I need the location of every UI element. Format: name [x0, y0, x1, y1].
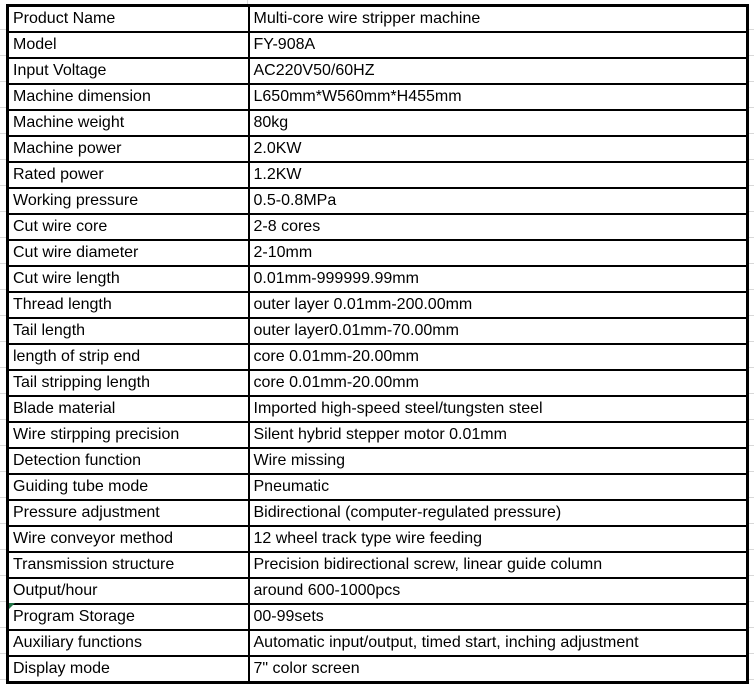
table-row	[8, 32, 748, 58]
spec-label-cell[interactable]: Auxiliary functions	[8, 630, 249, 656]
spec-value-cell[interactable]: 12 wheel track type wire feeding	[249, 526, 748, 552]
table-row	[8, 474, 748, 500]
spec-label-cell[interactable]: Cut wire core	[8, 214, 249, 240]
spec-value-cell[interactable]: FY-908A	[249, 32, 748, 58]
spec-label-cell[interactable]: Tail stripping length	[8, 370, 249, 396]
spec-label-cell[interactable]: Machine weight	[8, 110, 249, 136]
cell-error-indicator-icon	[9, 603, 15, 609]
spec-label-cell[interactable]: Model	[8, 32, 249, 58]
table-row	[8, 344, 748, 370]
table-row	[8, 656, 748, 683]
table-row	[8, 448, 748, 474]
table-row	[8, 266, 748, 292]
spec-value-cell[interactable]: outer layer 0.01mm-200.00mm	[249, 292, 748, 318]
spec-value-cell[interactable]: Automatic input/output, timed start, inching adjustment	[249, 630, 748, 656]
table-row	[8, 110, 748, 136]
spec-value-cell[interactable]: Silent hybrid stepper motor 0.01mm	[249, 422, 748, 448]
spec-value-cell[interactable]: 1.2KW	[249, 162, 748, 188]
spec-label-cell[interactable]: Thread length	[8, 292, 249, 318]
spec-value-cell[interactable]: core 0.01mm-20.00mm	[249, 370, 748, 396]
table-row	[8, 240, 748, 266]
spec-value-cell[interactable]: 80kg	[249, 110, 748, 136]
table-row	[8, 136, 748, 162]
spec-value-cell[interactable]: Multi-core wire stripper machine	[249, 6, 748, 33]
spec-value-cell[interactable]: around 600-1000pcs	[249, 578, 748, 604]
spec-value-cell[interactable]: 7" color screen	[249, 656, 748, 683]
table-row	[8, 396, 748, 422]
spec-value-cell[interactable]: AC220V50/60HZ	[249, 58, 748, 84]
spec-label-cell[interactable]: Product Name	[8, 6, 249, 33]
spec-value-cell[interactable]: 0.01mm-999999.99mm	[249, 266, 748, 292]
spec-value-cell[interactable]: Precision bidirectional screw, linear guide column	[249, 552, 748, 578]
spec-label-cell[interactable]: Transmission structure	[8, 552, 249, 578]
table-row	[8, 630, 748, 656]
table-row	[8, 84, 748, 110]
spec-label-cell[interactable]: Tail length	[8, 318, 249, 344]
spec-value-cell[interactable]: Bidirectional (computer-regulated pressure)	[249, 500, 748, 526]
table-row	[8, 162, 748, 188]
spec-table	[6, 4, 749, 684]
spec-label-cell[interactable]: length of strip end	[8, 344, 249, 370]
table-row	[8, 578, 748, 604]
table-row	[8, 552, 748, 578]
spec-value-cell[interactable]: 00-99sets	[249, 604, 748, 630]
spec-value-cell[interactable]: 2-8 cores	[249, 214, 748, 240]
spec-label-cell[interactable]: Cut wire length	[8, 266, 249, 292]
spec-value-cell[interactable]: 2-10mm	[249, 240, 748, 266]
spec-label-cell[interactable]: Wire conveyor method	[8, 526, 249, 552]
spec-value-cell[interactable]: Pneumatic	[249, 474, 748, 500]
spec-label-cell[interactable]: Machine dimension	[8, 84, 249, 110]
spec-label-cell[interactable]: Working pressure	[8, 188, 249, 214]
spec-label-cell[interactable]: Guiding tube mode	[8, 474, 249, 500]
spec-value-cell[interactable]: Imported high-speed steel/tungsten steel	[249, 396, 748, 422]
table-row	[8, 292, 748, 318]
table-row	[8, 526, 748, 552]
spec-label-cell[interactable]: Detection function	[8, 448, 249, 474]
spec-label-cell[interactable]: Program Storage	[8, 604, 249, 630]
spec-value-cell[interactable]: 2.0KW	[249, 136, 748, 162]
spec-label-cell[interactable]: Pressure adjustment	[8, 500, 249, 526]
spec-label-cell[interactable]: Input Voltage	[8, 58, 249, 84]
spec-value-cell[interactable]: core 0.01mm-20.00mm	[249, 344, 748, 370]
table-row	[8, 58, 748, 84]
spec-label-cell[interactable]: Display mode	[8, 656, 249, 683]
table-row	[8, 422, 748, 448]
table-row	[8, 214, 748, 240]
spec-value-cell[interactable]: L650mm*W560mm*H455mm	[249, 84, 748, 110]
table-row	[8, 6, 748, 33]
table-row	[8, 500, 748, 526]
spec-label-cell[interactable]: Blade material	[8, 396, 249, 422]
table-row	[8, 318, 748, 344]
spec-label-cell[interactable]: Rated power	[8, 162, 249, 188]
table-row	[8, 604, 748, 630]
table-row	[8, 188, 748, 214]
spec-value-cell[interactable]: Wire missing	[249, 448, 748, 474]
spec-value-cell[interactable]: outer layer0.01mm-70.00mm	[249, 318, 748, 344]
spec-label-cell[interactable]: Machine power	[8, 136, 249, 162]
spec-label-cell[interactable]: Output/hour	[8, 578, 249, 604]
table-row	[8, 370, 748, 396]
spec-value-cell[interactable]: 0.5-0.8MPa	[249, 188, 748, 214]
spec-label-cell[interactable]: Cut wire diameter	[8, 240, 249, 266]
spec-label-cell[interactable]: Wire stirpping precision	[8, 422, 249, 448]
